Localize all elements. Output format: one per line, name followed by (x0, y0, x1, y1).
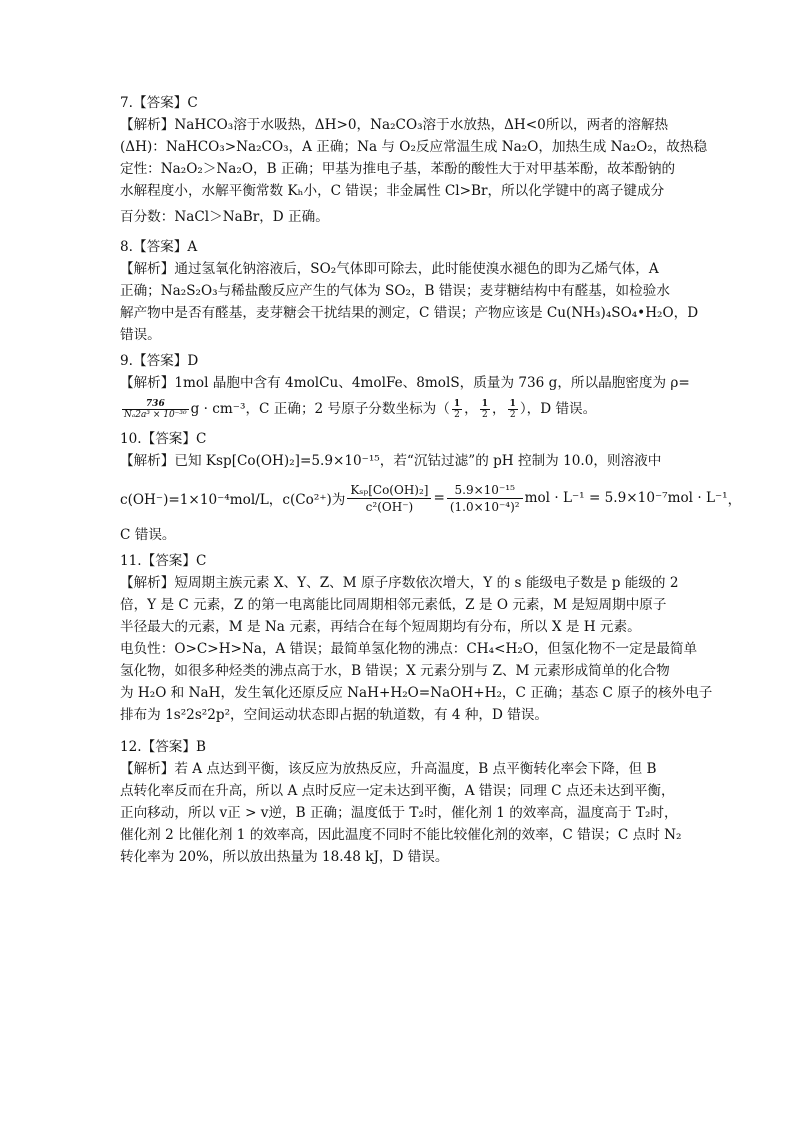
q12-line-5: 转化率为 20%，所以放出热量为 18.48 kJ，D 错误。 (120, 849, 449, 865)
q12-line-1: 【解析】若 A 点达到平衡，该反应为放热反应，升高温度，B 点平衡转化率会下降，但 B (120, 761, 657, 777)
question-12 (120, 736, 680, 868)
q12-line-2: 点转化率反而在升高，所以 A 点时反应一定未达到平衡，A 错误；同理 C 点还未达到平衡， (120, 783, 675, 799)
q12-line-3: 正向移动，所以 v正 > v逆，B 正确；温度低于 T₂时，催化剂 1 的效率高，温度高于 T₂时， (120, 805, 678, 821)
q10-answer: 10.【答案】C (120, 431, 207, 447)
q8-line-2: 正确；Na₂S₂O₃与稀盐酸反应产生的气体为 SO₂，B 错误；麦芽糖结构中有醛基，如检验水 (120, 283, 670, 299)
q10-result: mol · L⁻¹ = 5.9×10⁻⁷mol · L⁻¹ (524, 490, 728, 506)
q7-line-1: 【解析】NaHCO₃溶于水吸热，ΔH>0，Na₂CO₃溶于水放热，ΔH<0所以，两者的溶解热 (120, 117, 669, 133)
density-denominator: Nₐ2a³ × 10⁻³⁰ (124, 410, 187, 420)
q11-line-7: 排布为 1s²2s²2p²，空间运动状态即占据的轨道数，有 4 种，D 错误。 (120, 707, 549, 723)
value-fraction: $\frac{\text{5.9×10⁻¹⁵}}{\text{(1.0×10⁻⁴)²}}$ (447, 482, 523, 515)
q8-line-4: 错误。 (120, 327, 161, 343)
q11-line-6: 为 H₂O 和 NaH，发生氧化还原反应 NaH+H₂O=NaOH+H₂，C 正确；基态 C 原子的核外电子 (120, 685, 713, 701)
density-unit: g · cm⁻³ (190, 401, 246, 417)
q7-line-3: 定性：Na₂O₂＞Na₂O，B 正确；甲基为推电子基，苯酚的酸性大于对甲基苯酚，故苯酚钠的 (120, 161, 676, 177)
question-11 (120, 550, 713, 726)
q12-line-4: 催化剂 2 比催化剂 1 的效率高，因此温度不同时不能比较催化剂的效率，C 错误；C 点时 N₂ (120, 827, 682, 843)
coord-fraction-3: $\frac{1}{2}$ (509, 399, 516, 420)
q7-answer: 7.【答案】C (120, 95, 198, 111)
q9-answer: 9.【答案】D (120, 353, 199, 369)
question-9 (120, 350, 690, 424)
q7-line-2: (ΔH)：NaHCO₃>Na₂CO₃，A 正确；Na 与 O₂反应常温生成 Na₂O，加热生成 Na₂O₂，故热稳 (120, 139, 708, 155)
q9-line-2-rest: ，C 正确；2 号原子分数坐标为（ (245, 401, 450, 417)
question-8 (120, 236, 699, 346)
density-numerator: 736 (122, 399, 189, 410)
q10-line-1: 【解析】已知 Ksp[Co(OH)₂]=5.9×10⁻¹⁵，若“沉钴过滤”的 pH 控制为 10.0，则溶液中 (120, 453, 662, 469)
q8-answer: 8.【答案】A (120, 239, 198, 255)
q11-line-2: 倍，Y 是 C 元素，Z 的第一电离能比同周期相邻元素低，Z 是 O 元素，M 是短周期中原子 (120, 597, 667, 613)
q11-line-4: 电负性：O>C>H>Na，A 错误；最简单氢化物的沸点：CH₄<H₂O，但氢化物不一定是最简单 (120, 641, 698, 657)
question-7 (120, 92, 708, 232)
q7-line-4: 水解程度小，水解平衡常数 Kₕ小，C 错误；非金属性 Cl>Br，所以化学键中的离子键成分 (120, 183, 665, 199)
answer-analysis-page (120, 92, 742, 868)
q10-c-oh: c(OH⁻)=1×10⁻⁴mol/L，c(Co²⁺)为 (120, 492, 346, 508)
q8-line-1: 【解析】通过氢氧化钠溶液后，SO₂气体即可除去，此时能使溴水褪色的即为乙烯气体，A (120, 261, 659, 277)
q11-answer: 11.【答案】C (120, 553, 207, 569)
q10-equation: c(OH⁻)=1×10⁻⁴mol/L，c(Co²⁺)为 $\frac{\text{Kₛₚ[Co(OH)₂]}}{\text{c²(OH⁻)}}$ = $\frac{\text{5.9×10⁻¹⁵}}{\text{(1.0×10⁻⁴)²}}$ mol · L⁻¹ = 5.9×10⁻⁷mol · L⁻¹ ， (120, 482, 742, 514)
coord-fraction-2: $\frac{1}{2}$ (481, 399, 488, 420)
q10-line-3: C 错误。 (120, 527, 176, 543)
q9-line-1: 【解析】1mol 晶胞中含有 4molCu、4molFe、8molS，质量为 736 g，所以晶胞密度为 ρ= (120, 375, 690, 391)
q11-line-1: 【解析】短周期主族元素 X、Y、Z、M 原子序数依次增大，Y 的 s 能级电子数是 p 能级的 2 (120, 575, 679, 591)
coord-fraction-1: $\frac{1}{2}$ (453, 399, 461, 420)
q8-line-3: 解产物中是否有醛基，麦芽糖会干扰结果的测定，C 错误；产物应该是 Cu(NH₃)₄SO₄•H₂O，D (120, 305, 699, 321)
question-10 (120, 428, 742, 546)
q7-line-5: 百分数：NaCl＞NaBr，D 正确。 (120, 209, 329, 225)
ksp-fraction: $\frac{\text{Kₛₚ[Co(OH)₂]}}{\text{c²(OH⁻)}}$ (347, 482, 431, 515)
density-fraction (122, 399, 189, 420)
q9-line-2: $\frac{736}{\text{Nₐ2a³ × 10⁻³⁰}}$ g · cm⁻³，C 正确；2 号原子分数坐标为（ $\frac{1}{2}$ ， $\frac{1}{2}$ ， $\frac{1}{2}$ ），D 错误。 (124, 399, 597, 420)
q11-line-3: 半径最大的元素，M 是 Na 元素，再结合在每个短周期均有分布，所以 X 是 H 元素。 (120, 619, 641, 635)
q12-answer: 12.【答案】B (120, 739, 206, 755)
q9-line-2-end: ），D 错误。 (519, 401, 597, 417)
q11-line-5: 氢化物，如很多种烃类的沸点高于水，B 错误；X 元素分别与 Z、M 元素形成简单的化合物 (120, 663, 670, 679)
